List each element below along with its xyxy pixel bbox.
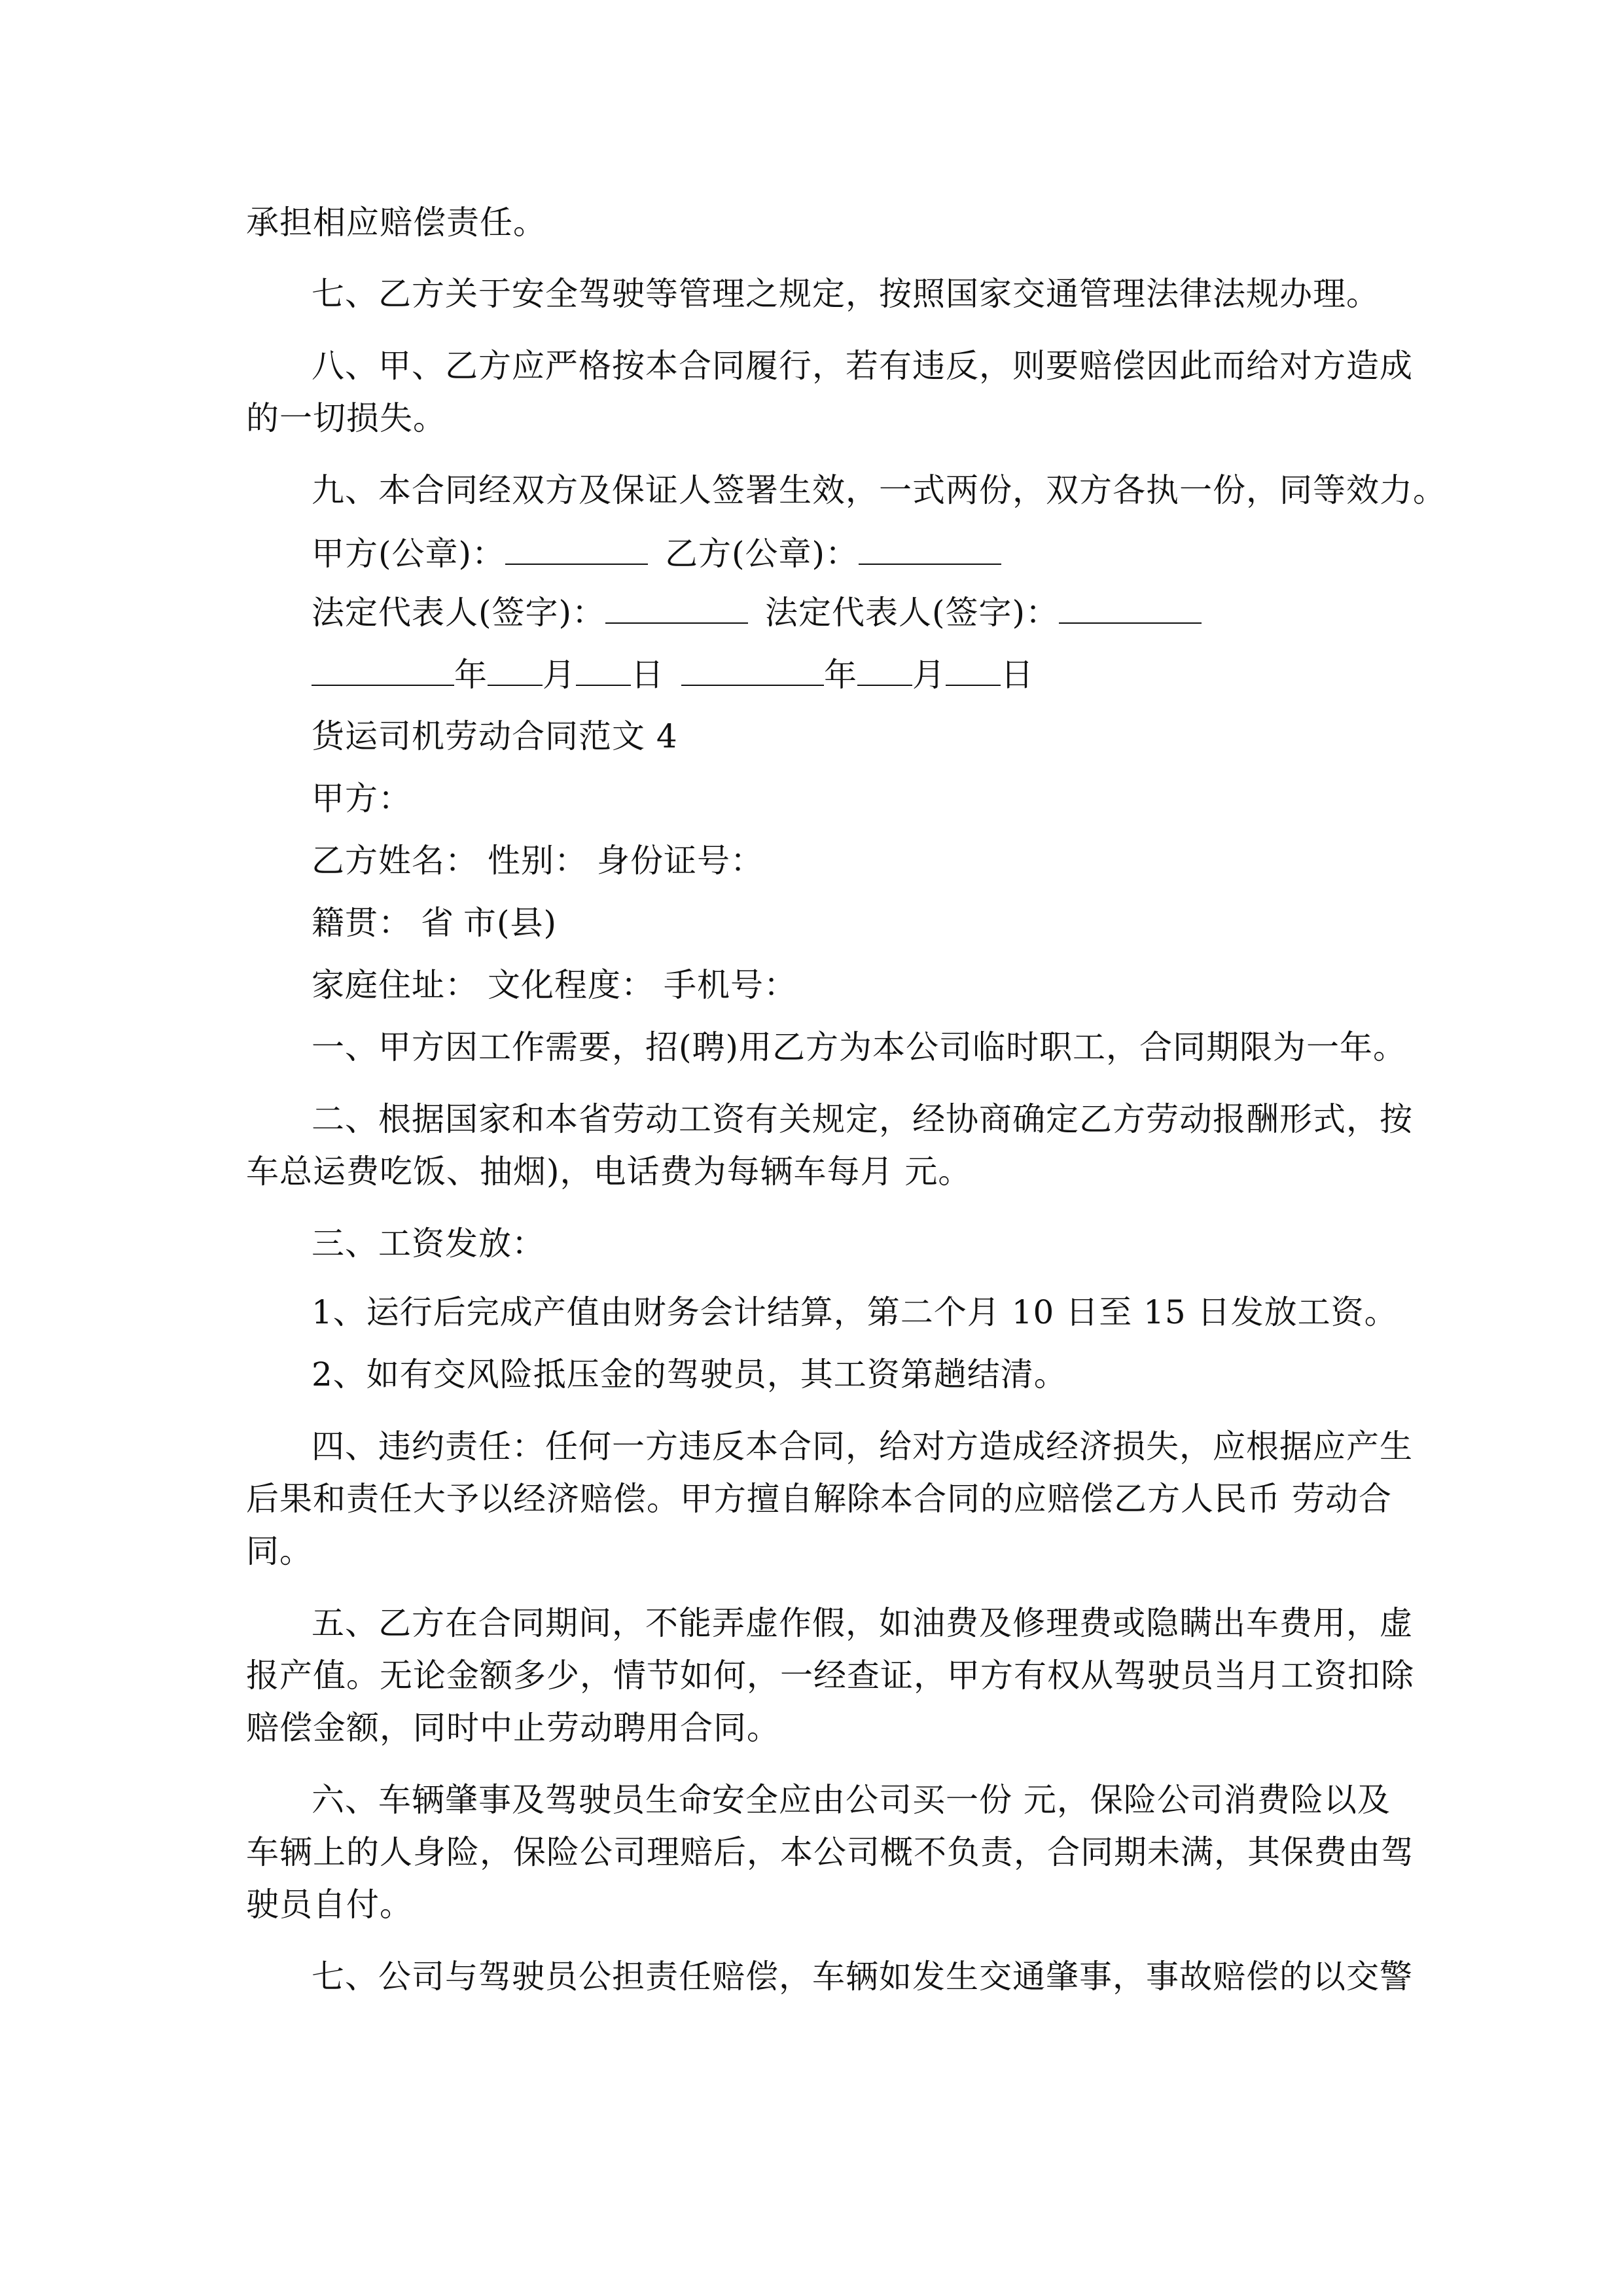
gender-label: 性别：	[488, 842, 588, 880]
date-b-month-blank	[857, 655, 912, 686]
clause-seven-safety: 七、乙方关于安全驾驶等管理之规定，按照国家交通管理法律法规办理。	[312, 275, 1380, 313]
clause-4-line-1: 四、违约责任：任何一方违反本合同，给对方造成经济损失，应根据应产生	[312, 1427, 1413, 1465]
province-label: 省	[421, 904, 454, 942]
clause-4-line-2: 后果和责任大予以经济赔偿。甲方擅自解除本合同的应赔偿乙方人民币 劳动合	[246, 1480, 1392, 1518]
date-b-day-label: 日	[1001, 656, 1034, 694]
date-b-year-label: 年	[824, 656, 857, 694]
form-party-a: 甲方：	[312, 780, 412, 817]
section-title: 货运司机劳动合同范文 4	[312, 717, 678, 755]
rep-b-label: 法定代表人(签字)：	[765, 594, 1060, 632]
date-b-month-label: 月	[912, 656, 946, 694]
party-b-seal-label: 乙方(公章)：	[665, 535, 859, 573]
clause-6-line-3: 驶员自付。	[246, 1886, 413, 1924]
party-b-name-label: 乙方姓名：	[312, 842, 478, 880]
date-a-year-blank	[312, 655, 454, 686]
phone-label: 手机号：	[664, 966, 797, 1004]
seal-row	[312, 533, 1001, 573]
clause-2-line-1: 二、根据国家和本省劳动工资有关规定，经协商确定乙方劳动报酬形式，按	[312, 1100, 1413, 1138]
rep-a-blank	[605, 592, 748, 624]
clause-5-line-1: 五、乙方在合同期间，不能弄虚作假，如油费及修理费或隐瞒出车费用，虚	[312, 1604, 1413, 1642]
clause-5-line-2: 报产值。无论金额多少，情节如何，一经查证，甲方有权从驾驶员当月工资扣除	[246, 1657, 1414, 1695]
clause-4-line-3: 同。	[246, 1532, 313, 1570]
clause-6-line-1: 六、车辆肇事及驾驶员生命安全应由公司买一份 元，保险公司消费险以及	[312, 1781, 1391, 1819]
clause-1: 一、甲方因工作需要，招(聘)用乙方为本公司临时职工，合同期限为一年。	[312, 1028, 1407, 1066]
date-a-month-blank	[488, 655, 543, 686]
date-b-year-blank	[681, 655, 824, 686]
native-place-label: 籍贯：	[312, 904, 412, 942]
representative-row	[312, 592, 1202, 632]
party-b-seal-blank	[859, 533, 1001, 565]
clause-7-line-1: 七、公司与驾驶员公担责任赔偿，车辆如发生交通肇事，事故赔偿的以交警	[312, 1958, 1413, 1996]
date-a-month-label: 月	[543, 656, 576, 694]
party-a-seal-label: 甲方(公章)：	[312, 535, 506, 573]
clause-2-line-2: 车总运费吃饭、抽烟)，电话费为每辆车每月 元。	[246, 1153, 972, 1191]
clause-3-title: 三、工资发放：	[312, 1225, 545, 1263]
form-address-row	[312, 965, 797, 1005]
home-address-label: 家庭住址：	[312, 966, 478, 1004]
clause-6-line-2: 车辆上的人身险，保险公司理赔后，本公司概不负责，合同期未满，其保费由驾	[246, 1833, 1414, 1871]
clause-eight-line-2: 的一切损失。	[246, 399, 446, 437]
date-b-day-blank	[946, 655, 1001, 686]
id-number-label: 身份证号：	[597, 842, 764, 880]
date-row	[312, 655, 1034, 694]
clause-nine: 九、本合同经双方及保证人签署生效，一式两份，双方各执一份，同等效力。	[312, 471, 1446, 509]
date-a-day-label: 日	[631, 656, 664, 694]
date-a-year-label: 年	[454, 656, 488, 694]
clause-eight-line-1: 八、甲、乙方应严格按本合同履行，若有违反，则要赔偿因此而给对方造成	[312, 347, 1413, 385]
party-a-seal-blank	[505, 533, 648, 565]
rep-b-blank	[1059, 592, 1202, 624]
city-county-label: 市(县)	[463, 904, 558, 942]
form-native-place-row	[312, 903, 557, 942]
rep-a-label: 法定代表人(签字)：	[312, 594, 606, 632]
clause-3-item-1: 1、运行后完成产值由财务会计结算，第二个月 10 日至 15 日发放工资。	[312, 1293, 1398, 1331]
education-label: 文化程度：	[488, 966, 654, 1004]
date-a-day-blank	[576, 655, 631, 686]
text-line: 承担相应赔偿责任。	[246, 204, 546, 242]
form-party-b-row	[312, 841, 764, 880]
clause-3-item-2: 2、如有交风险抵压金的驾驶员，其工资第趟结清。	[312, 1355, 1067, 1393]
clause-5-line-3: 赔偿金额，同时中止劳动聘用合同。	[246, 1709, 780, 1747]
